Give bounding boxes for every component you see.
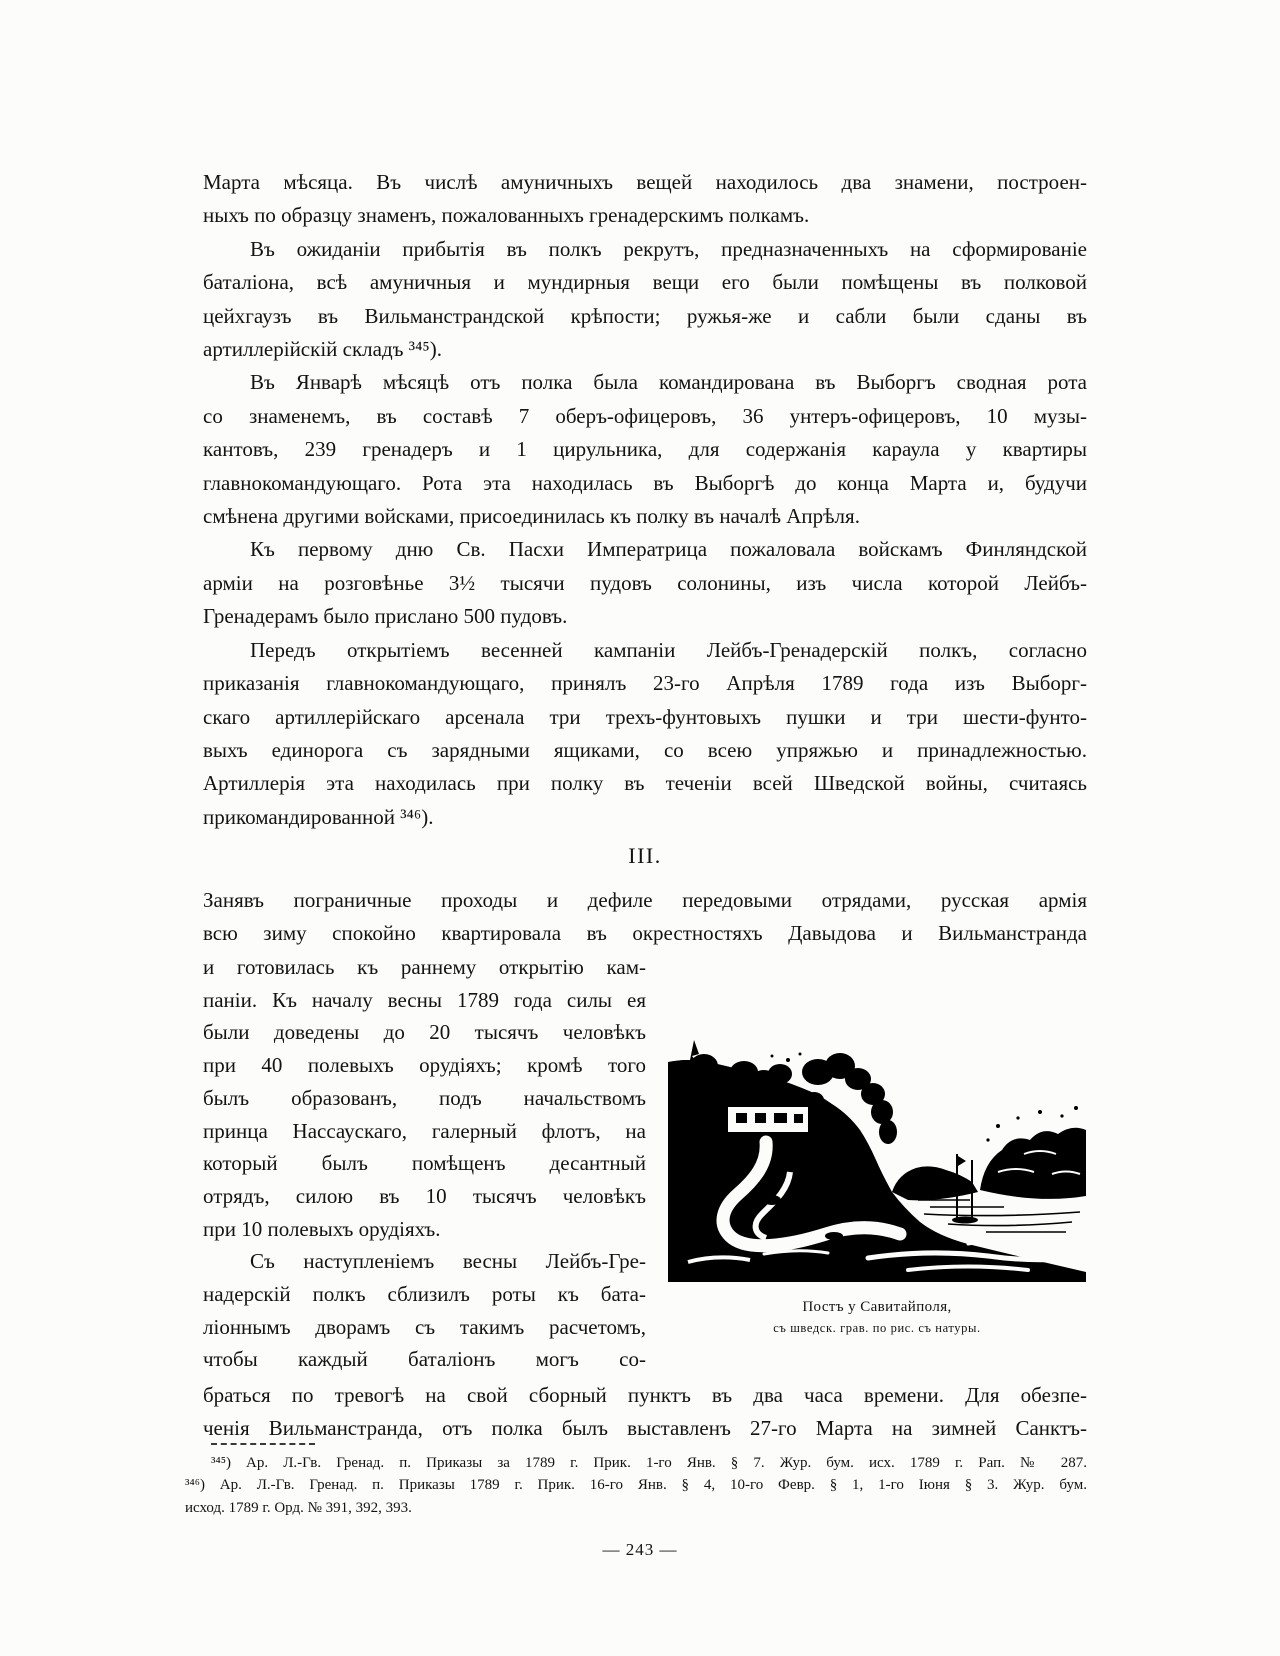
section-heading: III. bbox=[628, 843, 662, 868]
text-line: принца Нассаускаго, галерный флотъ, на bbox=[203, 1118, 646, 1143]
text-line: Въ ожиданіи прибытія въ полкъ рекрутъ, предназначенныхъ на сформированіе bbox=[250, 236, 1087, 261]
text-line: прикомандированной ³⁴⁶). bbox=[203, 804, 434, 829]
text-line: главнокомандующаго. Рота эта находилась въ Выборгѣ до конца Марта и, будучи bbox=[203, 470, 1087, 495]
paragraph-six-narrow-lines bbox=[203, 951, 646, 1245]
text-line: ліоннымъ дворамъ съ такимъ расчетомъ, bbox=[203, 1314, 646, 1339]
text-line: былъ образованъ, подъ начальствомъ bbox=[203, 1085, 646, 1110]
illustration-caption-title: Постъ у Савитайполя, bbox=[802, 1299, 952, 1315]
text-line: приказанія главнокомандующаго, принялъ 23-го Апрѣля 1789 года изъ Выборг- bbox=[203, 671, 1087, 696]
text-line: Марта мѣсяца. Въ числѣ амуничныхъ вещей находилось два знамени, построен- bbox=[203, 170, 1087, 194]
paragraph-seven-full-lines bbox=[203, 1379, 1087, 1446]
text-line: со знаменемъ, въ составѣ 7 оберъ-офицеровъ, 36 унтеръ-офицеровъ, 10 музы- bbox=[203, 403, 1087, 428]
footnotes bbox=[185, 1452, 1087, 1519]
paragraph-six-full-lines bbox=[203, 884, 1087, 951]
text-line: Занявъ пограничные проходы и дефиле передовыми отрядами, русская армія bbox=[203, 888, 1087, 912]
footnote-divider bbox=[211, 1443, 315, 1445]
landscape-engraving-image bbox=[668, 1022, 1086, 1282]
text-line: Артиллерія эта находилась при полку въ теченіи всей Шведской войны, считаясь bbox=[203, 771, 1087, 796]
text-line: Гренадерамъ было прислано 500 пудовъ. bbox=[203, 604, 568, 629]
text-line: смѣнена другими войсками, присоединилась къ полку въ началѣ Апрѣля. bbox=[203, 504, 860, 529]
text-line: ³⁴⁵) Ар. Л.-Гв. Гренад. п. Приказы за 1789 г. Прик. 1-го Янв. § 7. Жур. бум. исх. 1789 г. Рап. № 287. bbox=[211, 1455, 1087, 1471]
text-line: ныхъ по образцу знаменъ, пожалованныхъ гренадерскимъ полкамъ. bbox=[203, 203, 810, 228]
text-line: ченія Вильманстранда, отъ полка былъ выставленъ 27-го Марта на зимней Санктъ- bbox=[203, 1416, 1087, 1441]
text-line: при 40 полевыхъ орудіяхъ; кромѣ того bbox=[203, 1053, 646, 1078]
text-line: отрядъ, силою въ 10 тысячъ человѣкъ bbox=[203, 1183, 646, 1208]
text-line: всю зиму спокойно квартировала въ окрестностяхъ Давыдова и Вильманстранда bbox=[203, 921, 1087, 946]
text-line: ³⁴⁶) Ар. Л.-Гв. Гренад. п. Приказы 1789 г. Прик. 16-го Янв. § 4, 10-го Февр. § 1, 1-го Іюня § 3. Жур. бум. bbox=[185, 1477, 1087, 1494]
text-line: Къ первому дню Св. Пасхи Императрица пожаловала войскамъ Финляндской bbox=[250, 537, 1087, 562]
text-line: надерскій полкъ сблизилъ роты къ бата- bbox=[203, 1282, 646, 1307]
text-line: артиллерійскій складъ ³⁴⁵). bbox=[203, 337, 442, 362]
text-line: Передъ открытіемъ весенней кампаніи Лейбъ-Гренадерскій полкъ, согласно bbox=[250, 637, 1087, 662]
paragraph-seven-narrow-lines bbox=[203, 1245, 646, 1376]
text-line: чтобы каждый баталіонъ могъ со- bbox=[203, 1347, 646, 1372]
illustration-caption-subtitle: съ шведск. грав. по рис. съ натуры. bbox=[773, 1321, 981, 1335]
text-line: который былъ помѣщенъ десантный bbox=[203, 1151, 646, 1176]
text-line: цейхгаузъ въ Вильманстрандской крѣпости; ружья-же и сабли были сданы въ bbox=[203, 303, 1087, 328]
text-line: были доведены до 20 тысячъ человѣкъ bbox=[203, 1020, 646, 1045]
text-line: выхъ единорога съ зарядными ящиками, со всею упряжью и принадлежностью. bbox=[203, 737, 1087, 762]
page-number: — 243 — bbox=[602, 1540, 678, 1559]
text-line: паніи. Къ началу весны 1789 года силы ея bbox=[203, 987, 646, 1012]
text-line: кантовъ, 239 гренадеръ и 1 цирульника, для содержанія караула у квартиры bbox=[203, 437, 1087, 462]
text-line: при 10 полевыхъ орудіяхъ. bbox=[203, 1216, 441, 1241]
text-line: Въ Январѣ мѣсяцѣ отъ полка была командирована въ Выборгъ сводная рота bbox=[250, 370, 1087, 395]
text-line: баталіона, всѣ амуничныя и мундирныя вещи его были помѣщены въ полковой bbox=[203, 270, 1087, 295]
top-paragraphs bbox=[203, 166, 1087, 834]
narrow-text-column bbox=[203, 951, 646, 1376]
illustration bbox=[668, 1022, 1086, 1336]
text-line: и готовилась къ раннему открытію кам- bbox=[203, 955, 646, 979]
text-line: исход. 1789 г. Орд. № 391, 392, 393. bbox=[185, 1499, 412, 1516]
text-line: скаго артиллерійскаго арсенала три трехъ-фунтовыхъ пушки и три шести-фунто- bbox=[203, 704, 1087, 729]
text-line: арміи на розговѣнье 3½ тысячи пудовъ солонины, изъ числа которой Лейбъ- bbox=[203, 570, 1087, 595]
text-line: браться по тревогѣ на свой сборный пунктъ въ два часа времени. Для обезпе- bbox=[203, 1383, 1087, 1407]
text-line: Съ наступленіемъ весны Лейбъ-Гре- bbox=[250, 1249, 646, 1274]
